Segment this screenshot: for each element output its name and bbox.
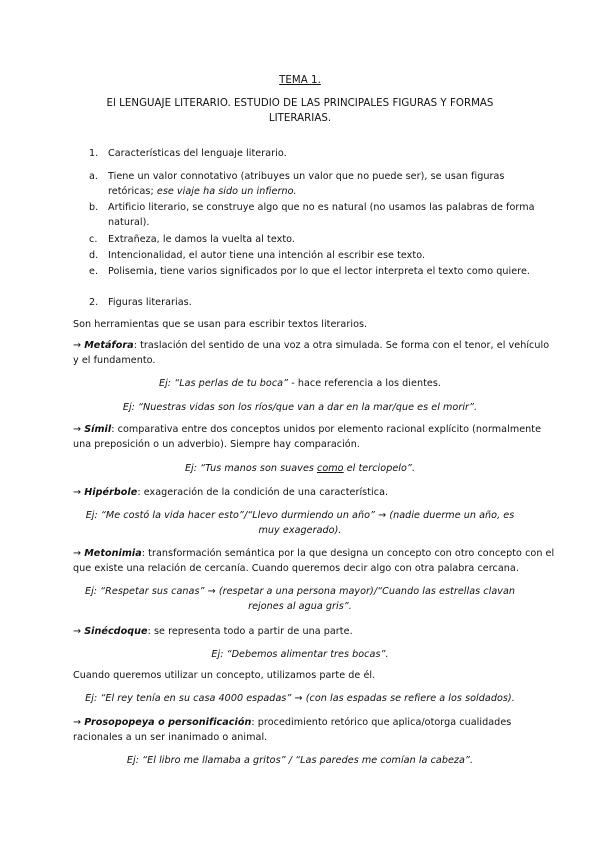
metafora-definition: → Metáfora: traslación del sentido de una voz a otra simulada. Se forma con el tenor, el vehículo xyxy=(73,340,550,351)
hiperbole-example-line-1: Ej: “Me costó la vida hacer esto”/“Llevo durmiendo un año” → (nadie duerme un año, es xyxy=(85,510,515,521)
sinecdoque-example-2: Ej: “El rey tenía en su casa 4000 espadas” → (con las espadas se refiere a los soldados). xyxy=(85,693,515,704)
metonimia-term: Metonimia xyxy=(84,548,142,559)
figures-intro: Son herramientas que se usan para escribir textos literarios. xyxy=(73,319,368,330)
prosopopeya-definition: → Prosopopeya o personificación: procedimiento retórico que aplica/otorga cualidades xyxy=(73,717,512,728)
arrow-icon: → xyxy=(73,424,82,435)
section-1-title: Características del lenguaje literario. xyxy=(108,148,287,159)
metafora-line-2: y el fundamento. xyxy=(73,355,156,366)
arrow-icon: → xyxy=(73,717,82,728)
section-2-number: 2. xyxy=(89,297,99,308)
metonimia-example-line-2: rejones al agua gris”. xyxy=(248,601,352,612)
subtitle-line-2: LITERARIAS. xyxy=(268,113,332,124)
item-b xyxy=(89,201,535,214)
sinecdoque-definition: → Sinécdoque: se representa todo a partir de una parte. xyxy=(73,626,353,637)
hiperbole-example-line-2: muy exagerado). xyxy=(258,525,342,536)
sinecdoque-example: Ej: “Debemos alimentar tres bocas”. xyxy=(211,649,389,660)
arrow-icon: → xyxy=(73,548,82,559)
item-d-text: Intencionalidad, el autor tiene una intención al escribir ese texto. xyxy=(108,250,426,261)
simil-line-2: una preposición o un adverbio). Siempre hay comparación. xyxy=(73,439,360,450)
arrow-icon: → xyxy=(73,626,82,637)
item-b-letter: b. xyxy=(89,202,99,213)
item-e-text: Polisemia, tiene varios significados por lo que el lector interpreta el texto como quiere. xyxy=(108,266,530,277)
subtitle-line-1: El LENGUAJE LITERARIO. ESTUDIO DE LAS PRINCIPALES FIGURAS Y FORMAS xyxy=(106,98,494,109)
simil-term: Símil xyxy=(84,424,112,435)
item-b-text: Artificio literario, se construye algo que no es natural (no usamos las palabras de forma xyxy=(108,202,535,213)
arrow-icon: → xyxy=(73,340,82,351)
sinecdoque-term: Sinécdoque xyxy=(84,626,148,637)
item-d-letter: d. xyxy=(89,250,99,261)
item-c-text: Extrañeza, le damos la vuelta al texto. xyxy=(108,234,296,245)
section-1-number: 1. xyxy=(89,148,99,159)
metonimia-definition: → Metonimia: transformación semántica por la que designa un concepto con otro concepto con el xyxy=(73,548,555,559)
section-2-title: Figuras literarias. xyxy=(108,297,192,308)
metonimia-example-line-1: Ej: “Respetar sus canas” → (respetar a una persona mayor)/“Cuando las estrellas clavan xyxy=(84,586,516,597)
section-1-heading xyxy=(89,147,287,160)
item-a-letter: a. xyxy=(89,171,99,182)
metafora-example-2: Ej: “Nuestras vidas son los ríos/que van a dar en la mar/que es el morir”. xyxy=(122,402,478,413)
sinecdoque-note: Cuando queremos utilizar un concepto, utilizamos parte de él. xyxy=(73,670,376,681)
item-a-example: ese viaje ha sido un infierno. xyxy=(156,186,297,197)
item-a-text: Tiene un valor connotativo (atribuyes un valor que no puede ser), se usan figuras xyxy=(108,171,505,182)
item-a xyxy=(89,170,504,183)
prosopopeya-line-2: racionales a un ser inanimado o animal. xyxy=(73,732,268,743)
prosopopeya-example: Ej: “El libro me llamaba a gritos” / “Las paredes me comían la cabeza”. xyxy=(126,755,474,766)
simil-definition: → Símil: comparativa entre dos conceptos unidos por elemento racional explícito (normalmente xyxy=(73,424,542,435)
item-e xyxy=(89,265,530,278)
item-c xyxy=(89,233,295,246)
arrow-icon: → xyxy=(73,487,82,498)
page-title: TEMA 1. xyxy=(279,75,321,86)
prosopopeya-term: Prosopopeya o personificación xyxy=(84,717,252,728)
item-e-letter: e. xyxy=(89,266,99,277)
item-a-line-2: retóricas; ese viaje ha sido un infierno. xyxy=(108,186,297,197)
simil-example: Ej: “Tus manos son suaves como el terciopelo”. xyxy=(184,463,416,474)
simil-underlined-word: como xyxy=(317,463,344,474)
section-2-heading xyxy=(89,296,192,309)
item-d xyxy=(89,249,425,262)
metafora-term: Metáfora xyxy=(84,340,134,351)
item-c-letter: c. xyxy=(89,234,98,245)
metafora-example-1: Ej: “Las perlas de tu boca” - hace referencia a los dientes. xyxy=(158,378,441,389)
hiperbole-definition: → Hipérbole: exageración de la condición de una característica. xyxy=(73,487,389,498)
hiperbole-term: Hipérbole xyxy=(84,487,138,498)
item-b-line-2: natural). xyxy=(108,217,150,228)
metonimia-line-2: que existe una relación de cercanía. Cuando queremos decir algo con otra palabra cercana. xyxy=(73,563,519,574)
